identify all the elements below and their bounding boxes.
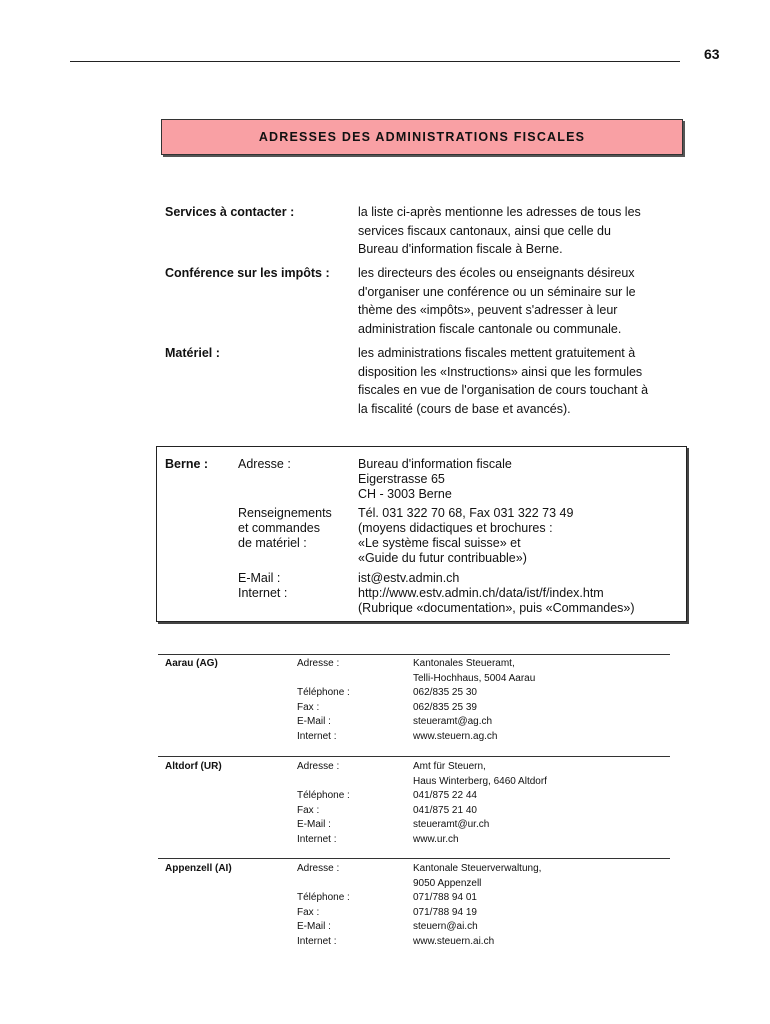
value-line: (Rubrique «documentation», puis «Commandes»)	[358, 601, 635, 615]
conference-text	[358, 264, 680, 338]
services-text	[358, 203, 680, 259]
text-line: Bureau d'information fiscale à Berne.	[358, 242, 563, 256]
label-line: Adresse :	[297, 658, 340, 669]
label-line: Fax :	[297, 804, 320, 816]
berne-orders-value	[358, 506, 573, 566]
header-rule	[70, 61, 680, 62]
label-line	[297, 672, 350, 687]
label-line: et commandes	[238, 521, 320, 535]
value-line: (moyens didactiques et brochures :	[358, 521, 553, 535]
value-line: 071/788 94 01	[413, 892, 477, 904]
value-line: Kantonales Steueramt,	[413, 658, 515, 669]
text-line: fiscales en vue de l'organisation de cours touchant à	[358, 383, 649, 397]
value-line: CH - 3003 Berne	[358, 487, 452, 501]
section-title: ADRESSES DES ADMINISTRATIONS FISCALES	[258, 130, 586, 144]
berne-contact-value	[358, 571, 635, 616]
canton-name: Altdorf (UR)	[165, 761, 222, 772]
entry-labels	[297, 862, 350, 950]
label-line: de matériel :	[238, 536, 307, 550]
website-link[interactable]: www.steuern.ai.ch	[413, 935, 495, 947]
berne-address-label	[238, 457, 291, 472]
conference-label: Conférence sur les impôts :	[165, 266, 330, 280]
entry-labels	[297, 760, 350, 848]
label-line: Téléphone :	[297, 892, 350, 904]
value-line: 071/788 94 19	[413, 906, 477, 918]
canton-name: Appenzell (AI)	[165, 863, 232, 874]
materiel-label: Matériel :	[165, 346, 220, 360]
text-line: services fiscaux cantonaux, ainsi que celle du	[358, 223, 611, 238]
text-line: la liste ci-après mentionne les adresses de tous les	[358, 205, 641, 219]
canton-name: Aarau (AG)	[165, 658, 218, 669]
text-line: les administrations fiscales mettent gratuitement à	[358, 346, 636, 360]
text-line: d'organiser une conférence ou un séminaire sur le	[358, 284, 636, 299]
email-link[interactable]: steueramt@ur.ch	[413, 819, 490, 831]
label-line: Internet :	[297, 730, 337, 742]
value-line: Eigerstrasse 65	[358, 472, 445, 486]
label-line: E-Mail :	[238, 571, 281, 585]
berne-info-box	[156, 446, 687, 622]
label-line: Téléphone :	[297, 790, 350, 802]
materiel-text	[358, 344, 680, 418]
text-line: disposition les «Instructions» ainsi que les formules	[358, 364, 643, 379]
text-line: les directeurs des écoles ou enseignants désireux	[358, 266, 635, 280]
label-line: E-Mail :	[297, 921, 331, 933]
label-line: Téléphone :	[297, 687, 350, 699]
label-line	[297, 877, 350, 892]
value-line: «Guide du futur contribuable»)	[358, 551, 527, 565]
label-line	[297, 775, 350, 790]
value-line: 062/835 25 39	[413, 701, 477, 713]
value-line: 041/875 22 44	[413, 790, 477, 802]
value-line: Haus Winterberg, 6460 Altdorf	[413, 775, 547, 787]
website-link[interactable]: http://www.estv.admin.ch/data/ist/f/index.htm	[358, 586, 604, 600]
entry-values	[413, 760, 547, 848]
entry-separator	[158, 858, 670, 859]
label-line: E-Mail :	[297, 716, 331, 728]
website-link[interactable]: www.steuern.ag.ch	[413, 730, 498, 742]
email-link[interactable]: steuern@ai.ch	[413, 921, 478, 933]
website-link[interactable]: www.ur.ch	[413, 833, 459, 845]
label-line: Fax :	[297, 906, 320, 918]
entry-separator	[158, 654, 670, 655]
page-number: 63	[704, 46, 720, 62]
label-line: Internet :	[297, 833, 337, 845]
label-line: Fax :	[297, 701, 320, 713]
label-line: E-Mail :	[297, 819, 331, 831]
value-line: Tél. 031 322 70 68, Fax 031 322 73 49	[358, 506, 574, 520]
email-link[interactable]: steueramt@ag.ch	[413, 716, 493, 728]
berne-orders-label	[238, 506, 332, 551]
value-line: Kantonale Steuerverwaltung,	[413, 863, 542, 874]
label-line: Internet :	[297, 935, 337, 947]
berne-contact-label	[238, 571, 287, 601]
berne-city: Berne :	[165, 457, 209, 471]
value-line: «Le système fiscal suisse» et	[358, 536, 521, 550]
label-line: Adresse :	[238, 457, 291, 471]
berne-address-value	[358, 457, 512, 502]
entry-values	[413, 657, 535, 745]
label-line: Renseignements	[238, 506, 332, 520]
label-line: Adresse :	[297, 761, 340, 772]
value-line: Bureau d'information fiscale	[358, 457, 512, 471]
entry-values	[413, 862, 541, 950]
value-line: 041/875 21 40	[413, 804, 477, 816]
value-line: Telli-Hochhaus, 5004 Aarau	[413, 672, 536, 684]
label-line: Internet :	[238, 586, 288, 600]
value-line: Amt für Steuern,	[413, 761, 486, 772]
entry-separator	[158, 756, 670, 757]
value-line: 9050 Appenzell	[413, 877, 482, 889]
email-link[interactable]: ist@estv.admin.ch	[358, 571, 460, 585]
section-title-box	[161, 119, 683, 155]
value-line: 062/835 25 30	[413, 687, 477, 699]
text-line: administration fiscale cantonale ou communale.	[358, 321, 622, 336]
text-line: la fiscalité (cours de base et avancés).	[358, 401, 571, 416]
text-line: thème des «impôts», peuvent s'adresser à leur	[358, 303, 618, 317]
entry-labels	[297, 657, 350, 745]
label-line: Adresse :	[297, 863, 340, 874]
services-label: Services à contacter :	[165, 205, 295, 219]
